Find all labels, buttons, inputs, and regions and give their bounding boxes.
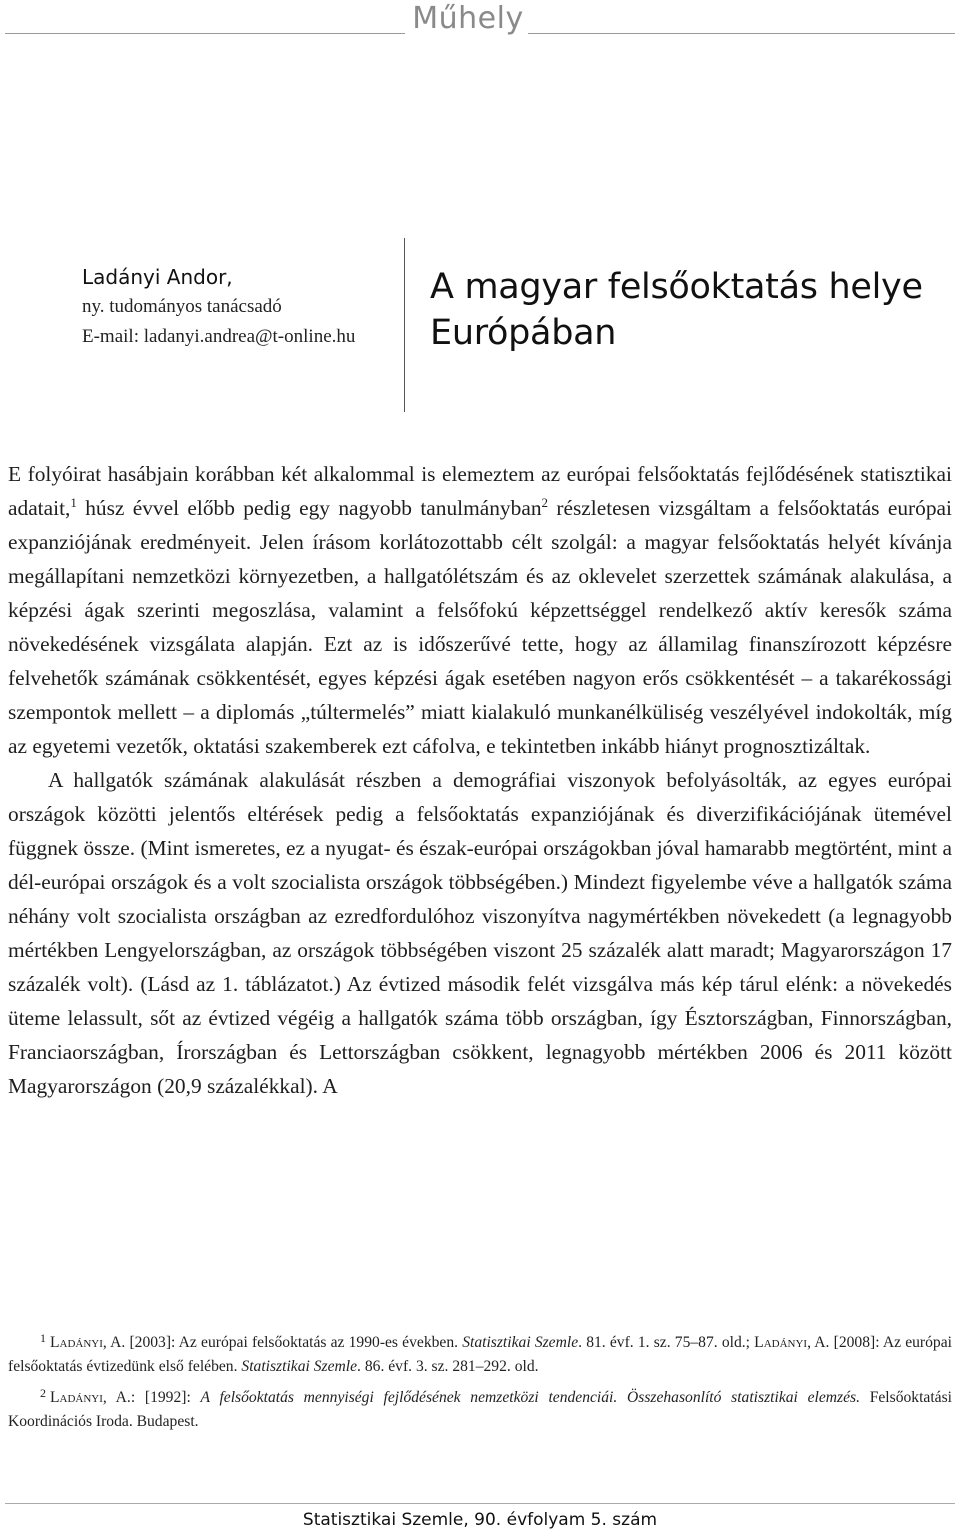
footer-rule: [5, 1503, 955, 1504]
footnote-2-text-b: Felsőoktatási Koordinációs Iroda. Budapest.: [8, 1389, 952, 1430]
header-rule-left: [5, 33, 405, 34]
footnote-2-title: A felsőoktatás mennyiségi fejlődésének nemzetközi tendenciái. Összehasonlító statisztikai elemzés.: [200, 1389, 860, 1406]
paragraph-1-part-a: E folyóirat hasábjain korábban két alkalommal is elemeztem az európai felsőoktatás fejlődésének statisztikai adatait,: [8, 462, 952, 520]
section-title: Műhely: [412, 1, 524, 36]
footnote-1-text-b: . 81. évf. 1. sz. 75–87. old.;: [578, 1334, 755, 1351]
footnote-ref-1[interactable]: 1: [70, 494, 77, 510]
title-divider: [404, 238, 405, 412]
paragraph-2: A hallgatók számának alakulását részben a demográfiai viszonyok befolyásolták, az egyes európai országok közötti jelentős eltérések pedig a felsőoktatás expanziójának és diverzifikációjának ütemével függnek össze. (Mint ismeretes, ez a nyugat- és észak-európai országokban jóval hamarabb megtörtént, mint a dél-európai országok és a volt szocialista országok többségében.) Mindezt figyelembe véve a hallgatók száma néhány volt szocialista országban az ezredfordulóhoz viszonyítva nagymértékben növekedett (a legnagyobb mértékben Lengyelországban, az országok többségében viszont 25 százalék alatt maradt; Magyarországon 17 százalék volt). (Lásd az 1. táblázatot.) Az évtized második felét vizsgálva más kép tárul elénk: a növekedés üteme lelassult, sőt az évtized végéig a hallgatók száma több országban, így Észtországban, Finnországban, Franciaországban, Írországban és Lettországban csökkent, legnagyobb mértékben 2006 és 2011 között Magyarországon (20,9 százalékkal). A: [8, 768, 952, 1098]
footnote-1-journal-2: Statisztikai Szemle: [241, 1358, 358, 1375]
author-role: ny. tudományos tanácsadó: [82, 296, 282, 317]
footnote-2-author: Ladányi, A.: [50, 1389, 131, 1406]
footnote-2-text-a: : [1992]:: [130, 1389, 201, 1406]
paragraph-1-part-c: részletesen vizsgáltam a felsőoktatás európai expanziójának eredményeit. Jelen írásom korlátozottabb célt szolgál: a magyar felsőoktatás helyét kívánja megállapítani nemzetközi környezetben, a hallgatólétszám és az oklevelet szerzettek számának alakulása, a képzési ágak szerinti megoszlása, valamint a felsőfokú képzettséggel rendelkező aktív keresők száma növekedésének vizsgálata alapján. Ezt az is időszerűvé tette, hogy az államilag finanszírozott képzésre felvehetők számának csökkentését, egyes képzési ágak esetében nagyon erős csökkentését – a takarékossági szempontok mellett – a diplomás „túltermelés” miatt kialakuló munkanélküliség veszélyével indokolták, míg az egyetemi vezetők, oktatási szakemberek ezt cáfolva, e tekintetben inkább hiányt prognosztizáltak.: [8, 496, 952, 758]
footnote-1-mark: 1: [40, 1331, 46, 1345]
footnote-1-text-c: [2008]: Az európai felsőoktatás évtizedünk első felében.: [8, 1334, 952, 1375]
header-rule-right: [528, 33, 955, 34]
author-name: Ladányi Andor,: [82, 265, 233, 289]
footnote-1-journal-1: Statisztikai Szemle: [462, 1334, 579, 1351]
footnote-2-mark: 2: [40, 1386, 46, 1400]
author-block: [82, 262, 402, 352]
footnote-1-text-a: [2003]: Az európai felsőoktatás az 1990-es években.: [125, 1334, 463, 1351]
article-title: A magyar felsőoktatás helye Európában: [430, 267, 923, 353]
paragraph-1: [8, 457, 952, 763]
footnote-ref-2[interactable]: 2: [541, 494, 549, 510]
page-footer: Statisztikai Szemle, 90. évfolyam 5. szám: [302, 1510, 658, 1530]
article-body: [8, 457, 952, 1103]
footnote-1: [8, 1326, 952, 1379]
footnote-1-text-d: . 86. évf. 3. sz. 281–292. old.: [357, 1358, 539, 1375]
footnote-1-author-1: Ladányi, A.: [50, 1334, 126, 1351]
footnote-2: [8, 1381, 952, 1434]
page-header: [0, 0, 960, 40]
footnotes: [8, 1326, 952, 1436]
footnote-1-author-2: Ladányi, A.: [754, 1334, 830, 1351]
author-email[interactable]: E-mail: ladanyi.andrea@t-online.hu: [82, 326, 356, 347]
paragraph-1-part-b: húsz évvel előbb pedig egy nagyobb tanulmányban: [76, 496, 542, 520]
